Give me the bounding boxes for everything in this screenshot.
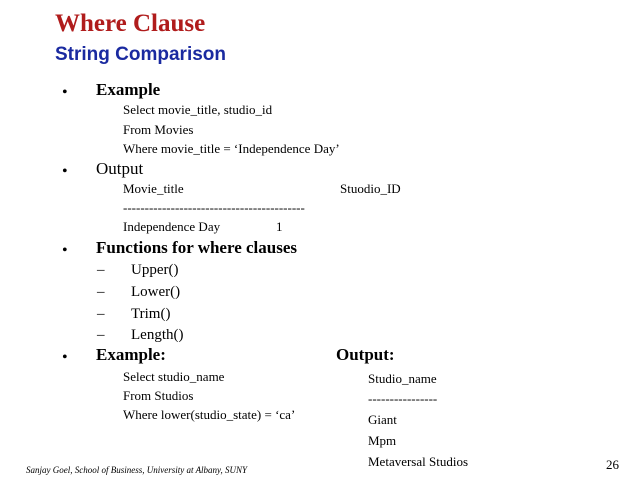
- output-cell: 1: [276, 219, 283, 234]
- dash-marker: –: [97, 284, 105, 300]
- dash-marker: –: [97, 306, 105, 322]
- output-separator: ------------------------------------------: [123, 200, 305, 215]
- output-heading: Output:: [336, 345, 395, 364]
- bullet-marker: •: [62, 242, 68, 259]
- function-item: Trim(): [131, 306, 171, 322]
- bullet-marker: •: [62, 84, 68, 101]
- example-heading: Example:: [96, 345, 166, 364]
- function-item: Lower(): [131, 284, 181, 300]
- sql-line: From Studios: [123, 388, 194, 403]
- sql-line: Where movie_title = ‘Independence Day’: [123, 141, 340, 156]
- bullet-marker: •: [62, 163, 68, 180]
- sql-line: Where lower(studio_state) = ‘ca’: [123, 407, 296, 422]
- output-separator: ----------------: [368, 391, 438, 406]
- bullet-marker: •: [62, 349, 68, 366]
- output-cell: Independence Day: [123, 219, 221, 234]
- output-cell: Giant: [368, 412, 397, 427]
- function-item: Upper(): [131, 262, 179, 278]
- sql-line: Select studio_name: [123, 369, 225, 384]
- dash-marker: –: [97, 262, 105, 278]
- output-cell: Mpm: [368, 433, 397, 448]
- output-column-header: Studio_name: [368, 371, 437, 386]
- slide-subtitle: String Comparison: [55, 44, 227, 65]
- output-column-header: Movie_title: [123, 181, 184, 196]
- slide-footer: Sanjay Goel, School of Business, University at Albany, SUNY: [26, 465, 248, 475]
- dash-marker: –: [97, 327, 105, 343]
- slide-title: Where Clause: [55, 10, 206, 37]
- page-number: 26: [606, 457, 619, 472]
- example-heading: Example: [96, 80, 161, 99]
- functions-heading: Functions for where clauses: [96, 238, 298, 257]
- sql-line: From Movies: [123, 122, 194, 137]
- output-cell: Metaversal Studios: [368, 454, 469, 469]
- sql-line: Select movie_title, studio_id: [123, 102, 273, 117]
- function-item: Length(): [131, 327, 184, 343]
- output-heading: Output: [96, 159, 144, 178]
- output-column-header: Stuodio_ID: [340, 181, 401, 196]
